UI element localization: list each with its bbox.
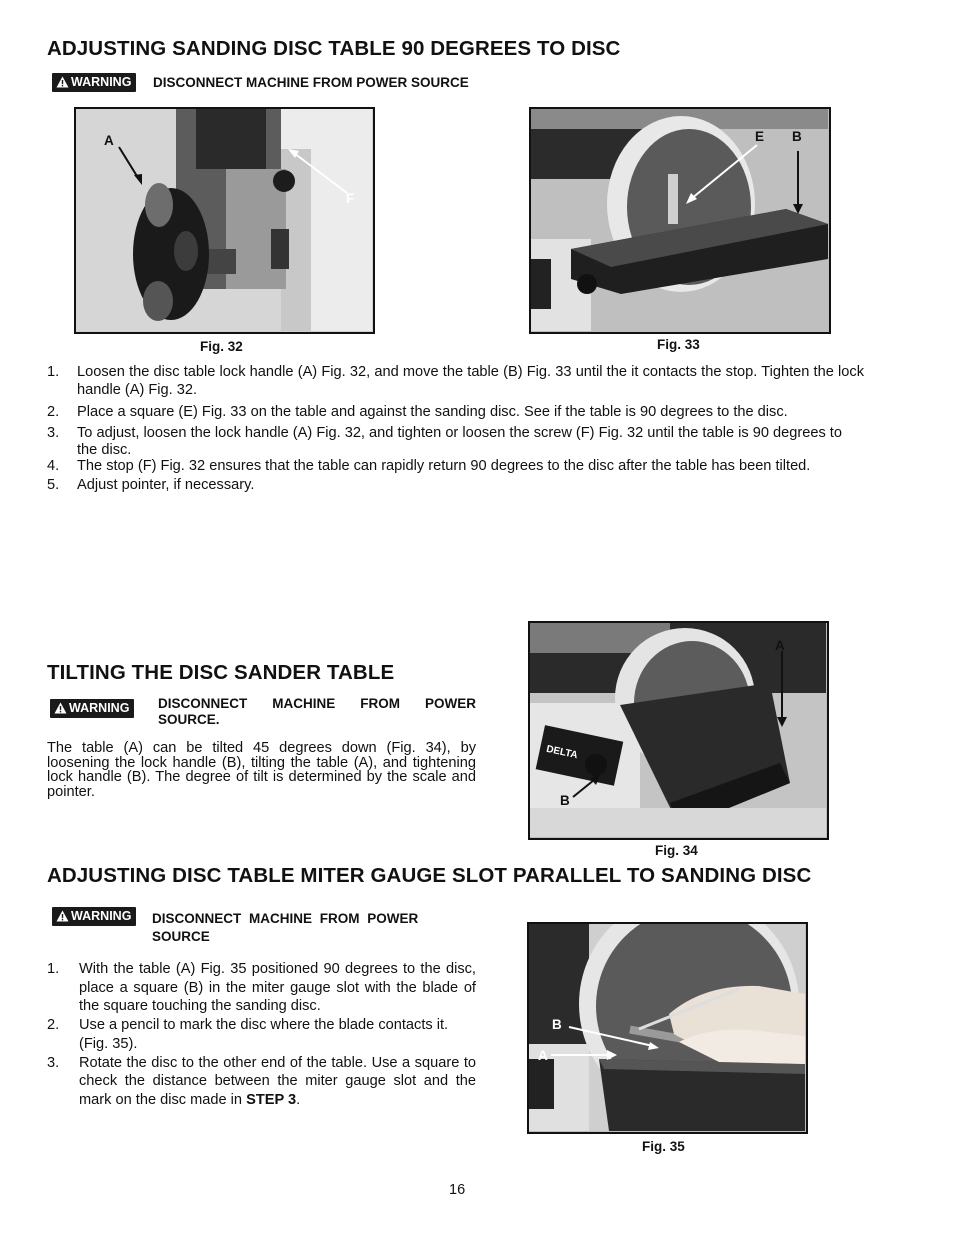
fig35-callout-a: A <box>538 1048 548 1063</box>
fig33-caption: Fig. 33 <box>657 337 700 352</box>
list-item: 4. The stop (F) Fig. 32 ensures that the table can rapidly return 90 degrees to the disc after the table has been tilted. <box>47 458 811 474</box>
section2-title: TILTING THE DISC SANDER TABLE <box>47 661 395 684</box>
fig34-callout-a: A <box>775 638 785 653</box>
fig32-caption: Fig. 32 <box>200 339 243 354</box>
section2-body: The table (A) can be tilted 45 degrees down (Fig. 34), by loosening the lock handle (B), tilting the table (A), and tightening lock handle (B). The degree of tilt is determined by the scale and pointer. <box>47 740 476 800</box>
list-item: 1. Loosen the disc table lock handle (A) Fig. 32, and move the table (B) Fig. 33 until the it contacts the stop. Tighten the lock handle (A) Fig. 32. <box>47 364 864 398</box>
fig34-photo <box>528 621 829 840</box>
fig33-callout-e: E <box>755 129 765 144</box>
fig32-callout-a: A <box>104 133 114 148</box>
warning-badge <box>50 699 134 718</box>
warning-badge <box>52 73 136 92</box>
list-item: 1. With the table (A) Fig. 35 positioned 90 degrees to the disc, place a square (B) in the miter gauge slot with the blade of the square touching the sanding disc. <box>47 961 476 1015</box>
fig35-caption: Fig. 35 <box>642 1139 685 1154</box>
section1-steps <box>47 363 864 494</box>
fig34-callout-b: B <box>560 793 570 808</box>
fig33-callout-b: B <box>792 129 802 144</box>
fig35-callout-b: B <box>552 1017 562 1032</box>
step-reference: STEP 3 <box>246 1091 297 1108</box>
section2-warning-text: DISCONNECT MACHINE FROM POWER SOURCE. <box>158 696 476 727</box>
fig34-illustration <box>530 623 826 837</box>
warning-badge <box>52 907 136 926</box>
fig34-brand-label: DELTA <box>545 743 579 762</box>
fig34-caption: Fig. 34 <box>655 843 698 858</box>
section1-warning-text: DISCONNECT MACHINE FROM POWER SOURCE <box>153 75 469 90</box>
list-item: 5. Adjust pointer, if necessary. <box>47 477 255 493</box>
section3-title: ADJUSTING DISC TABLE MITER GAUGE SLOT PARALLEL TO SANDING DISC <box>47 864 812 887</box>
fig32-illustration <box>76 109 372 331</box>
section3-steps <box>47 960 476 1110</box>
fig33-illustration <box>531 109 828 331</box>
fig33-photo <box>529 107 831 334</box>
fig32-photo <box>74 107 375 334</box>
page-number: 16 <box>449 1182 466 1198</box>
list-item: 2. Place a square (E) Fig. 33 on the table and against the sanding disc. See if the table is 90 degrees to the disc. <box>47 404 788 420</box>
list-item: 2. Use a pencil to mark the disc where the blade contacts it. (Fig. 35). <box>47 1017 449 1052</box>
warning-badge-label: WARNING <box>69 701 130 715</box>
fig32-callout-f: F <box>346 191 355 206</box>
warning-triangle-icon <box>56 76 69 88</box>
section1-title: ADJUSTING SANDING DISC TABLE 90 DEGREES TO DISC <box>47 37 621 60</box>
warning-badge-label: WARNING <box>71 909 132 923</box>
warning-triangle-icon <box>56 910 69 922</box>
fig35-photo <box>527 922 808 1134</box>
section3-warning-text: DISCONNECT MACHINE FROM POWER SOURCE <box>152 911 419 944</box>
list-item: 3. To adjust, loosen the lock handle (A) Fig. 32, and tighten or loosen the screw (F) Fig. 32 until the table is 90 degrees to the disc. <box>47 425 842 458</box>
list-item: 3. Rotate the disc to the other end of the table. Use a square to check the distance between the miter gauge slot and the mark on the disc made in STEP 3. <box>47 1054 476 1108</box>
warning-badge-label: WARNING <box>71 75 132 89</box>
fig35-illustration <box>529 924 805 1131</box>
warning-triangle-icon <box>54 702 67 714</box>
